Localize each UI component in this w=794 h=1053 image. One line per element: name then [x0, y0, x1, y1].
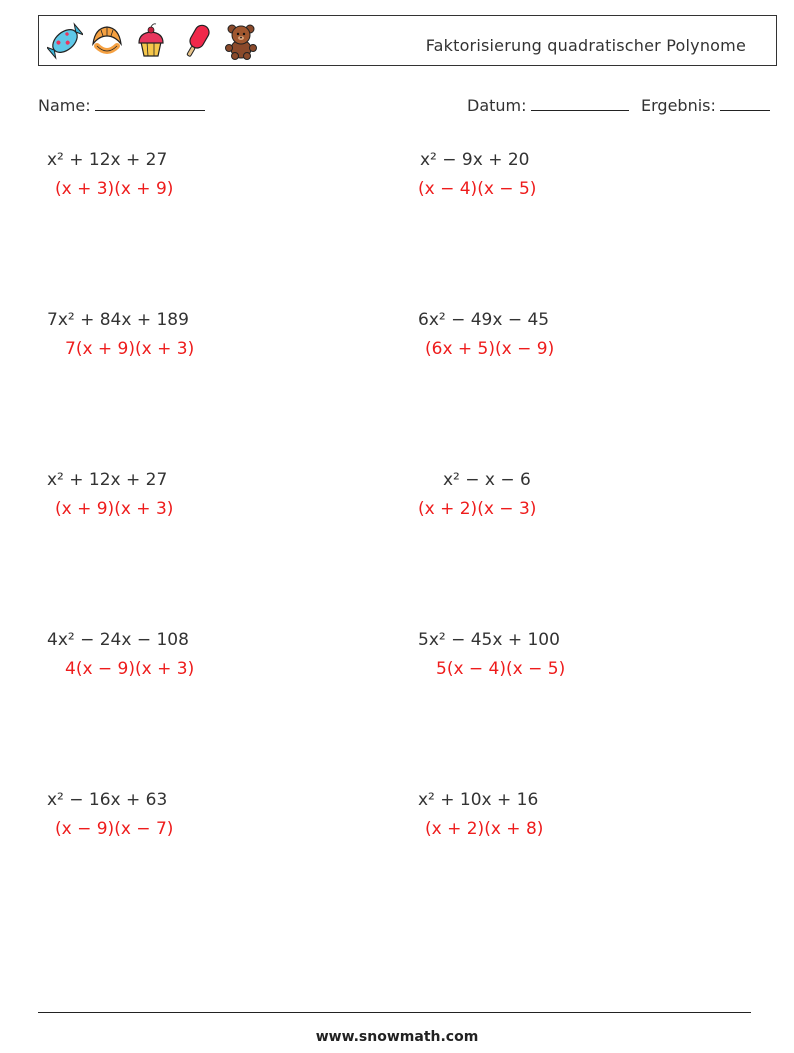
problem-question: x² − 9x + 20 — [420, 150, 530, 170]
footer-divider — [38, 1012, 751, 1013]
problem-answer: 5(x − 4)(x − 5) — [436, 659, 566, 679]
problem-question: x² − x − 6 — [443, 470, 531, 490]
problem-question: x² − 16x + 63 — [47, 790, 168, 810]
problem-answer: (x − 4)(x − 5) — [418, 179, 537, 199]
problem-answer: (x + 2)(x − 3) — [418, 499, 537, 519]
problem-answer: (6x + 5)(x − 9) — [425, 339, 555, 359]
name-label: Name: — [38, 96, 91, 115]
problem-question: x² + 12x + 27 — [47, 470, 168, 490]
date-label: Datum: — [467, 96, 527, 115]
problem-answer: (x + 3)(x + 9) — [55, 179, 174, 199]
result-field — [641, 94, 770, 115]
problem-answer: (x + 9)(x + 3) — [55, 499, 174, 519]
problem-question: 7x² + 84x + 189 — [47, 310, 189, 330]
name-blank[interactable] — [95, 94, 205, 111]
croissant-icon — [89, 22, 125, 60]
problem-question: x² + 10x + 16 — [418, 790, 539, 810]
problem-answer: (x + 2)(x + 8) — [425, 819, 544, 839]
worksheet-header — [38, 15, 777, 66]
problem-answer: 4(x − 9)(x + 3) — [65, 659, 195, 679]
candy-icon — [47, 22, 83, 60]
result-blank[interactable] — [720, 94, 770, 111]
footer-website: www.snowmath.com — [315, 1029, 479, 1045]
name-field — [38, 94, 205, 115]
date-blank[interactable] — [531, 94, 629, 111]
problem-answer: (x − 9)(x − 7) — [55, 819, 174, 839]
problem-question: 4x² − 24x − 108 — [47, 630, 189, 650]
cupcake-icon — [133, 22, 169, 60]
teddy-bear-icon — [223, 22, 259, 60]
popsicle-icon — [179, 22, 215, 60]
result-label: Ergebnis: — [641, 96, 716, 115]
problem-question: 5x² − 45x + 100 — [418, 630, 560, 650]
problem-question: 6x² − 49x − 45 — [418, 310, 550, 330]
problem-question: x² + 12x + 27 — [47, 150, 168, 170]
date-field — [467, 94, 629, 115]
worksheet-title: Faktorisierung quadratischer Polynome — [425, 36, 746, 55]
problem-answer: 7(x + 9)(x + 3) — [65, 339, 195, 359]
